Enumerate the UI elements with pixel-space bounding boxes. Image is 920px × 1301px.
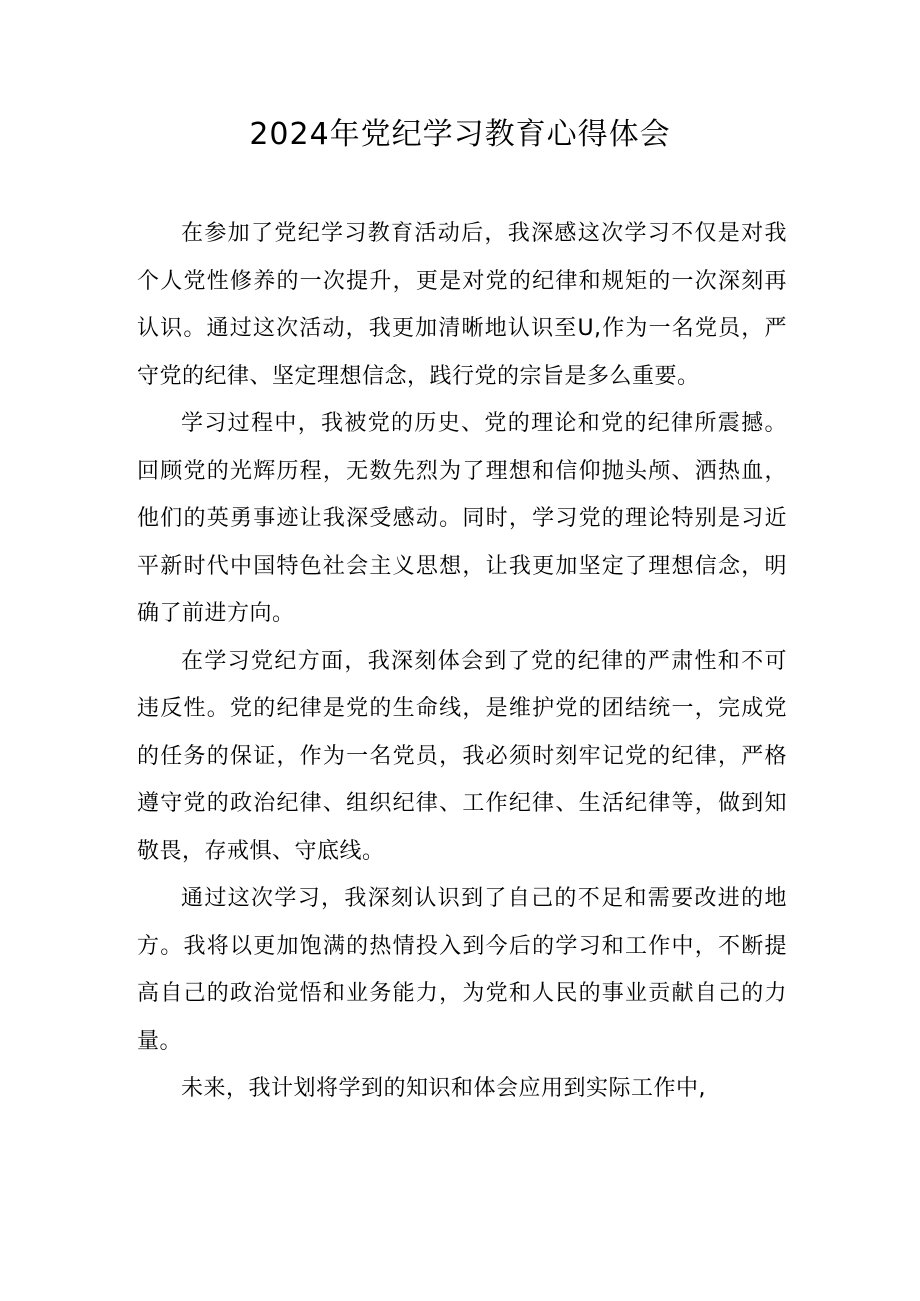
paragraph-4: 通过这次学习，我深刻认识到了自己的不足和需要改进的地方。我将以更加饱满的热情投入到今后的学习和工作中，不断提高自己的政治觉悟和业务能力，为党和人民的事业贡献自己的力量。 [137,886,787,1054]
paragraph-2: 学习过程中，我被党的历史、党的理论和党的纪律所震撼。回顾党的光辉历程，无数先烈为了理想和信仰抛头颅、洒热血，他们的英勇事迹让我深受感动。同时，学习党的理论特别是习近平新时代中国特色社会主义思想，让我更加坚定了理想信念，明确了前进方向。 [137,411,787,626]
document-title: 2024年党纪学习教育心得体会 [249,117,671,152]
paragraph-1: 在参加了党纪学习教育活动后，我深感这次学习不仅是对我个人党性修养的一次提升，更是对党的纪律和规矩的一次深刻再认识。通过这次活动，我更加清晰地认识至U,作为一名党员，严守党的纪律、坚定理想信念，践行党的宗旨是多么重要。 [137,221,787,389]
paragraph-3: 在学习党纪方面，我深刻体会到了党的纪律的严肃性和不可违反性。党的纪律是党的生命线，是维护党的团结统一，完成党的任务的保证，作为一名党员，我必须时刻牢记党的纪律，严格遵守党的政治纪律、组织纪律、工作纪律、生活纪律等，做到知敬畏，存戒惧、守底线。 [137,648,787,864]
paragraph-5: 未来，我计划将学到的知识和体会应用到实际工作中, [181,1076,706,1101]
document-body [137,210,787,1113]
